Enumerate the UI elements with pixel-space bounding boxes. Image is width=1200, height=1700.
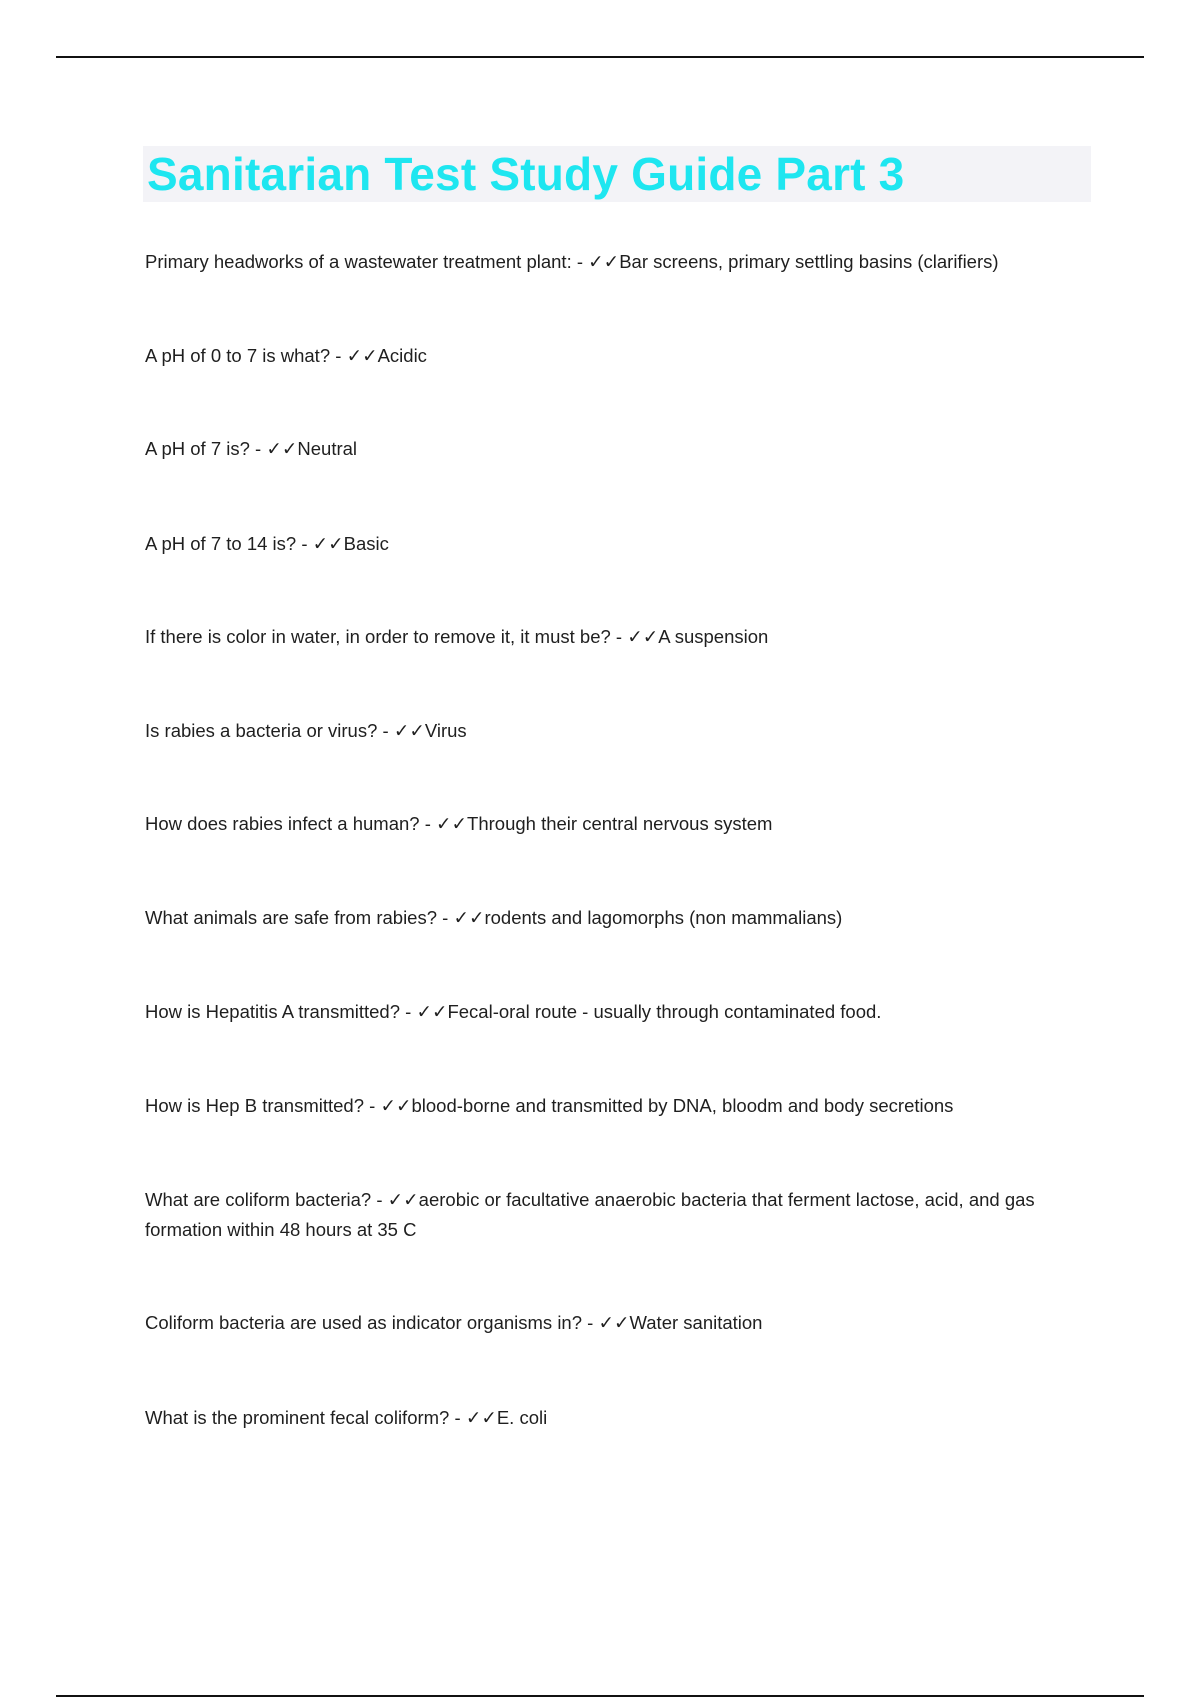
question-text: A pH of 0 to 7 is what? bbox=[145, 345, 331, 366]
double-check-icon: ✓✓ bbox=[266, 438, 298, 459]
answer-text: Water sanitation bbox=[629, 1312, 763, 1333]
answer-text: Neutral bbox=[297, 438, 358, 459]
question-text: A pH of 7 is? bbox=[145, 438, 250, 459]
double-check-icon: ✓✓ bbox=[436, 813, 468, 834]
separator: - bbox=[582, 1312, 599, 1333]
answer-text: rodents and lagomorphs (non mammalians) bbox=[484, 907, 843, 928]
answer-text: Bar screens, primary settling basins (clarifiers) bbox=[619, 251, 999, 272]
qa-item bbox=[145, 716, 1095, 746]
qa-item bbox=[145, 529, 1095, 559]
double-check-icon: ✓✓ bbox=[588, 251, 620, 272]
double-check-icon: ✓✓ bbox=[393, 720, 425, 741]
separator: - bbox=[610, 626, 628, 647]
qa-item bbox=[145, 1185, 1095, 1245]
separator: - bbox=[437, 907, 454, 928]
double-check-icon: ✓✓ bbox=[598, 1312, 630, 1333]
question-text: Primary headworks of a wastewater treatment plant: bbox=[145, 251, 572, 272]
separator: - bbox=[330, 345, 347, 366]
answer-text: A suspension bbox=[658, 626, 769, 647]
question-text: What is the prominent fecal coliform? bbox=[145, 1407, 450, 1428]
answer-text: aerobic or facultative anaerobic bacteria that ferment lactose, acid, and gas formation within 48 hours at 35 C bbox=[145, 1189, 1035, 1240]
double-check-icon: ✓✓ bbox=[627, 626, 659, 647]
qa-item bbox=[145, 903, 1095, 933]
top-rule bbox=[56, 56, 1144, 58]
page-title: Sanitarian Test Study Guide Part 3 bbox=[147, 148, 905, 200]
qa-item bbox=[145, 434, 1095, 464]
question-text: A pH of 7 to 14 is? bbox=[145, 533, 297, 554]
question-text: Is rabies a bacteria or virus? bbox=[145, 720, 378, 741]
answer-text: Fecal-oral route - usually through contaminated food. bbox=[447, 1001, 882, 1022]
question-text: If there is color in water, in order to remove it, it must be? bbox=[145, 626, 611, 647]
separator: - bbox=[419, 813, 437, 834]
qa-item bbox=[145, 997, 1095, 1027]
qa-item bbox=[145, 1091, 1095, 1121]
answer-text: Through their central nervous system bbox=[467, 813, 773, 834]
separator: - bbox=[400, 1001, 417, 1022]
qa-item bbox=[145, 1403, 1095, 1433]
answer-text: blood-borne and transmitted by DNA, bloodm and body secretions bbox=[411, 1095, 954, 1116]
qa-item bbox=[145, 1308, 1095, 1338]
question-text: What are coliform bacteria? bbox=[145, 1189, 372, 1210]
separator: - bbox=[249, 438, 267, 459]
qa-item bbox=[145, 622, 1095, 652]
separator: - bbox=[364, 1095, 381, 1116]
bottom-rule bbox=[56, 1695, 1144, 1697]
separator: - bbox=[371, 1189, 388, 1210]
double-check-icon: ✓✓ bbox=[453, 907, 485, 928]
double-check-icon: ✓✓ bbox=[465, 1407, 497, 1428]
qa-item bbox=[145, 341, 1095, 371]
double-check-icon: ✓✓ bbox=[387, 1189, 419, 1210]
double-check-icon: ✓✓ bbox=[416, 1001, 448, 1022]
question-text: How is Hepatitis A transmitted? bbox=[145, 1001, 400, 1022]
separator: - bbox=[571, 251, 589, 272]
answer-text: Acidic bbox=[377, 345, 427, 366]
double-check-icon: ✓✓ bbox=[380, 1095, 412, 1116]
question-text: Coliform bacteria are used as indicator organisms in? bbox=[145, 1312, 583, 1333]
double-check-icon: ✓✓ bbox=[346, 345, 378, 366]
separator: - bbox=[377, 720, 394, 741]
qa-item bbox=[145, 809, 1095, 839]
answer-text: E. coli bbox=[496, 1407, 548, 1428]
qa-item bbox=[145, 247, 1095, 277]
question-text: How is Hep B transmitted? bbox=[145, 1095, 365, 1116]
separator: - bbox=[449, 1407, 466, 1428]
answer-text: Virus bbox=[424, 720, 467, 741]
separator: - bbox=[296, 533, 313, 554]
double-check-icon: ✓✓ bbox=[312, 533, 344, 554]
question-text: What animals are safe from rabies? bbox=[145, 907, 438, 928]
question-text: How does rabies infect a human? bbox=[145, 813, 420, 834]
answer-text: Basic bbox=[343, 533, 389, 554]
